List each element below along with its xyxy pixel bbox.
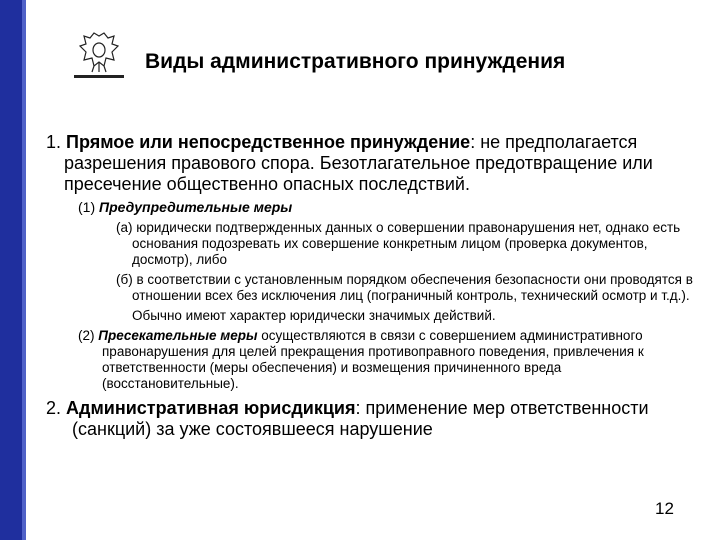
subpoint-2-text: осуществляются в связи с совершением административного правонарушения для целей прекращения противоправного поведения, привлечения к ответственности (меры обеспечения) и возмещения причиненного вреда (восстановительные). [102,328,644,391]
point-2-heading: Административная юрисдикция [66,398,356,418]
slide-title: Виды административного принуждения [145,50,566,73]
subpoint-2-number: (2) [78,328,99,343]
subpoint-2-heading: Пресекательные меры [98,328,258,343]
subpoint-2 [78,328,698,392]
point-1-heading: Прямое или непосредственное принуждение [66,132,471,152]
point-1 [46,132,698,195]
left-decorative-bar-edge [22,0,26,540]
point-1-text: : не предполагается разрешения правового спора. Безотлагательное предотвращение или пресечение общественно опасных последствий. [64,132,653,194]
subpoint-1-note: Обычно имеют характер юридически значимых действий. [132,308,496,323]
point-1-number: 1. [46,132,67,152]
subpoint-1-number: (1) [78,199,99,215]
slide-content [46,132,698,440]
coat-of-arms-icon [72,30,126,80]
subpoint-1-a: (а) юридически подтвержденных данных о совершении правонарушения нет, однако есть основания подозревать их совершение конкретным лицом (проверка документов, досмотр), либо [116,220,681,267]
subpoint-1-heading: Предупредительные меры [99,199,293,215]
left-decorative-bar [0,0,22,540]
subpoint-1-b: (б) в соответствии с установленным порядком обеспечения безопасности они проводятся в отношении всех без исключения лиц (пограничный контроль, технический осмотр и т.д.). [116,272,693,303]
subpoint-1 [78,199,698,216]
page-number: 12 [655,499,674,518]
point-2-number: 2. [46,398,67,418]
point-2 [46,398,698,440]
point-2-text: : применение мер ответственности (санкций) за уже состоявшееся нарушение [72,398,649,439]
